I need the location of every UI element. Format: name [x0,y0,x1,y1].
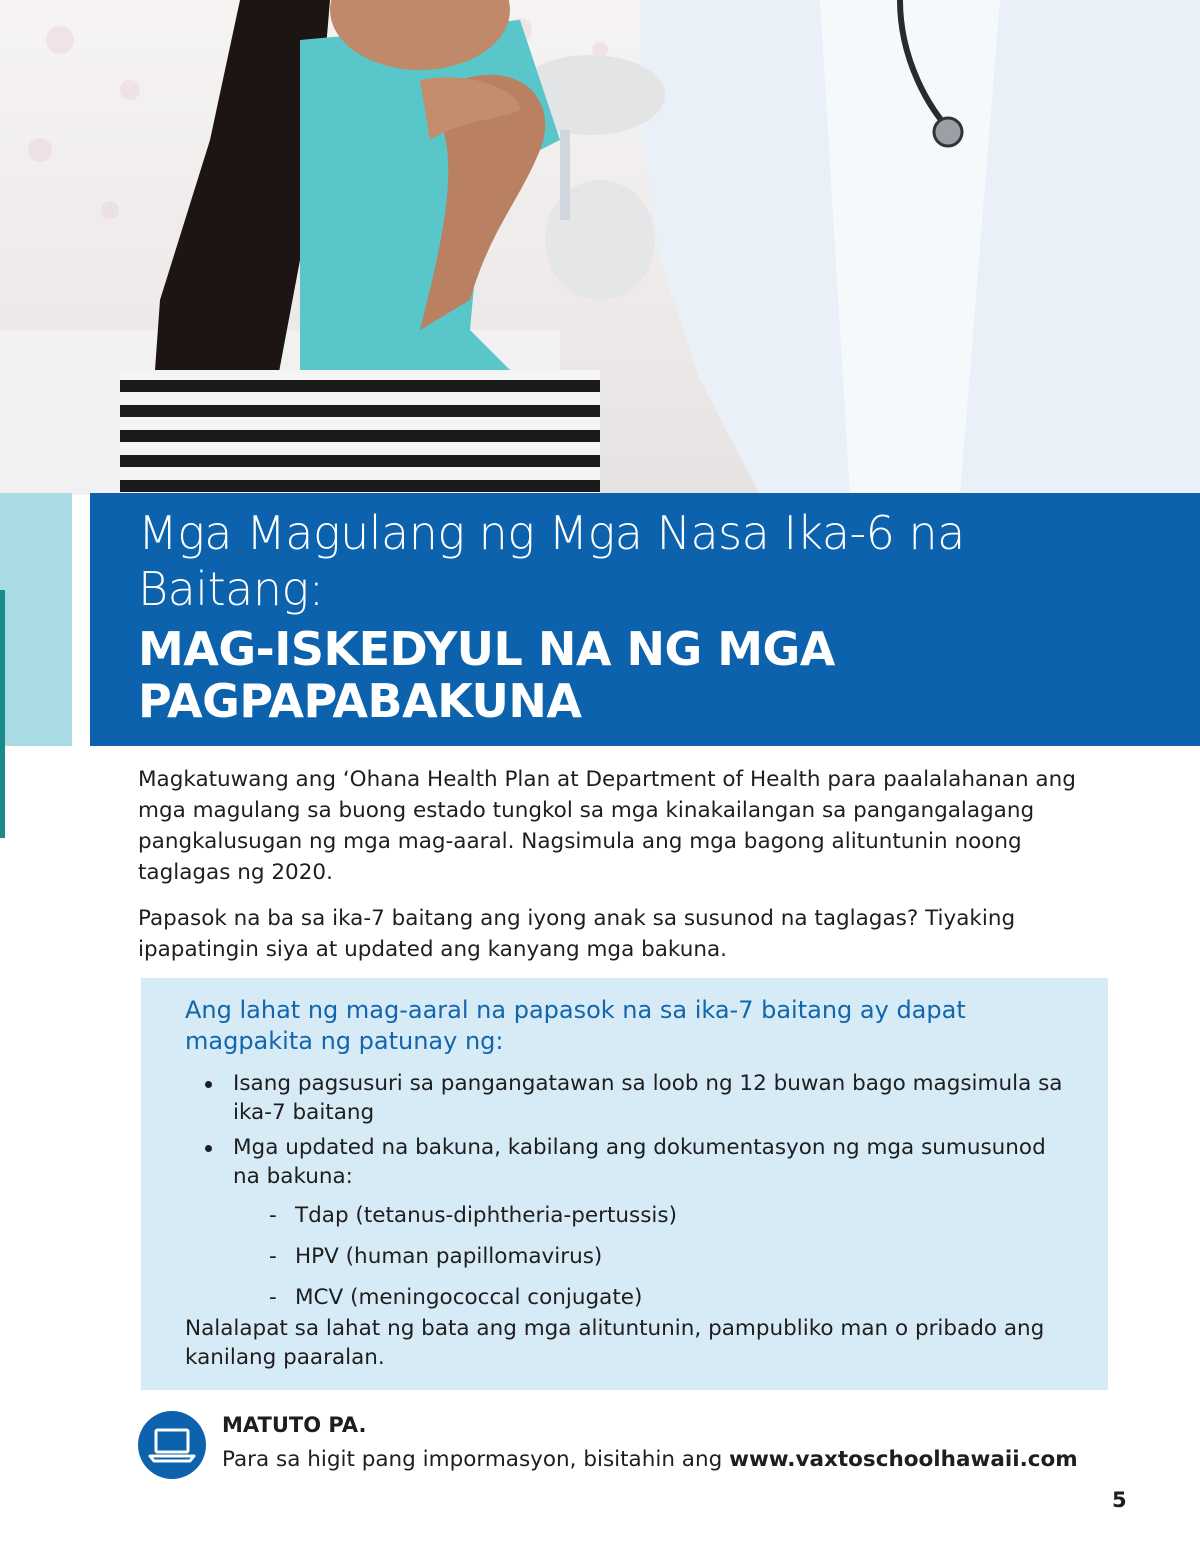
vaccine-item [269,1283,1078,1312]
intro-paragraph-2: Papasok na ba sa ika-7 baitang ang iyong anak sa susunod na taglagas? Tiyaking ipapatingin siya at updated ang kanyang mga bakuna. [138,906,1016,962]
vaccine-name: HPV (human papillomavirus) [295,1244,603,1269]
list-item [205,1069,1078,1127]
learn-more-prefix: Para sa higit pang impormasyon, bisitahin ang [222,1447,730,1472]
requirements-heading: Ang lahat ng mag-aaral na papasok na sa ika-7 baitang ay dapat magpakita ng patunay ng: [185,996,966,1055]
accent-bar-teal [0,590,5,838]
laptop-icon [138,1411,206,1479]
dash-icon: - [269,1285,277,1310]
requirements-box [141,978,1108,1390]
requirement-text: Isang pagsusuri sa pangangatawan sa loob ng 12 buwan bago magsimula sa ika-7 baitang [233,1071,1063,1125]
title-bold-line-1: MAG-ISKEDYUL NA NG MGA [138,622,835,676]
intro-paragraph-1: Magkatuwang ang ‘Ohana Health Plan at Department of Health para paalalahanan ang mga magulang sa buong estado tungkol sa mga kinakailangan sa pangangalagang pangkalusugan ng mga mag-aaral. Nagsimula ang mga bagong alituntunin noong taglagas ng 2020. [138,767,1076,885]
page-number: 5 [1112,1488,1127,1512]
website-link[interactable]: www.vaxtoschoolhawaii.com [729,1447,1078,1472]
accent-bar-light [0,493,72,746]
title-line-1: Mga Magulang ng Mga Nasa Ika-6 na [138,506,965,560]
dash-icon: - [269,1203,277,1228]
intro-text [138,764,1098,980]
vaccine-name: Tdap (tetanus-diphtheria-pertussis) [295,1203,677,1228]
learn-more-title: MATUTO PA. [222,1413,367,1437]
requirement-text: Mga updated na bakuna, kabilang ang dokumentasyon ng mga sumusunod na bakuna: [233,1135,1046,1189]
vaccine-item [269,1201,1078,1230]
title-bold-line-2: PAGPAPABAKUNA [138,674,582,728]
bullet-dot-icon [205,1081,212,1088]
requirements-list [185,1069,1078,1312]
dash-icon: - [269,1244,277,1269]
vaccine-list [233,1201,1078,1312]
hero-photo [0,0,1200,495]
vaccine-name: MCV (meningococcal conjugate) [295,1285,643,1310]
requirements-note: Nalalapat sa lahat ng bata ang mga alituntunin, pampubliko man o pribado ang kanilang paaralan. [185,1316,1045,1370]
bullet-dot-icon [205,1145,212,1152]
title-band [90,493,1200,746]
vaccine-item [269,1242,1078,1271]
learn-more-text [222,1445,1078,1475]
vaccination-illustration [0,0,1200,495]
title-line-2: Baitang: [138,562,324,616]
list-item [205,1133,1078,1312]
